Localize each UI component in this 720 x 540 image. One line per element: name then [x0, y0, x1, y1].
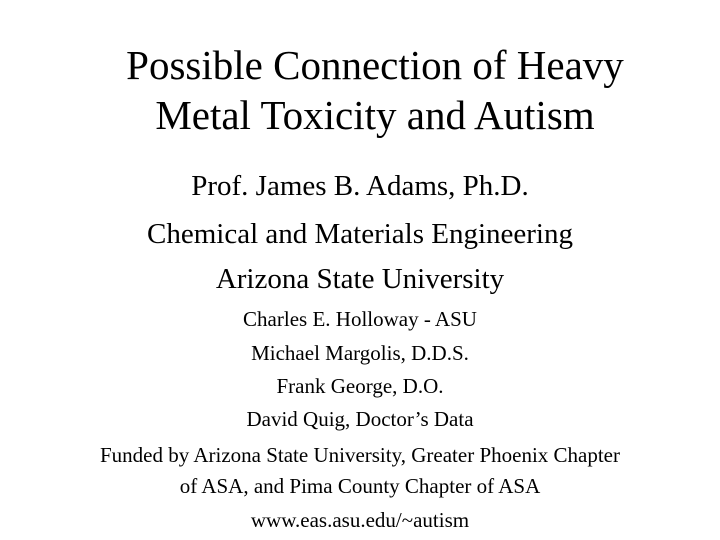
coauthor-1: Charles E. Holloway - ASU: [243, 307, 477, 331]
coauthor-2: Michael Margolis, D.D.S.: [251, 341, 469, 365]
author-name: Prof. James B. Adams, Ph.D.: [191, 170, 529, 202]
author-department: Chemical and Materials Engineering: [147, 218, 573, 250]
coauthor-4: David Quig, Doctor’s Data: [246, 407, 474, 431]
title-line-2: Metal Toxicity and Autism: [155, 92, 595, 138]
slide-title: [60, 40, 690, 140]
title-line-1: Possible Connection of Heavy: [126, 42, 624, 88]
website-link[interactable]: www.eas.asu.edu/~autism: [250, 508, 470, 532]
author-university: Arizona State University: [215, 263, 505, 295]
funding-line-1: Funded by Arizona State University, Greater Phoenix Chapter: [99, 443, 621, 467]
coauthor-3: Frank George, D.O.: [276, 374, 444, 398]
funding-line-2: of ASA, and Pima County Chapter of ASA: [179, 474, 541, 498]
